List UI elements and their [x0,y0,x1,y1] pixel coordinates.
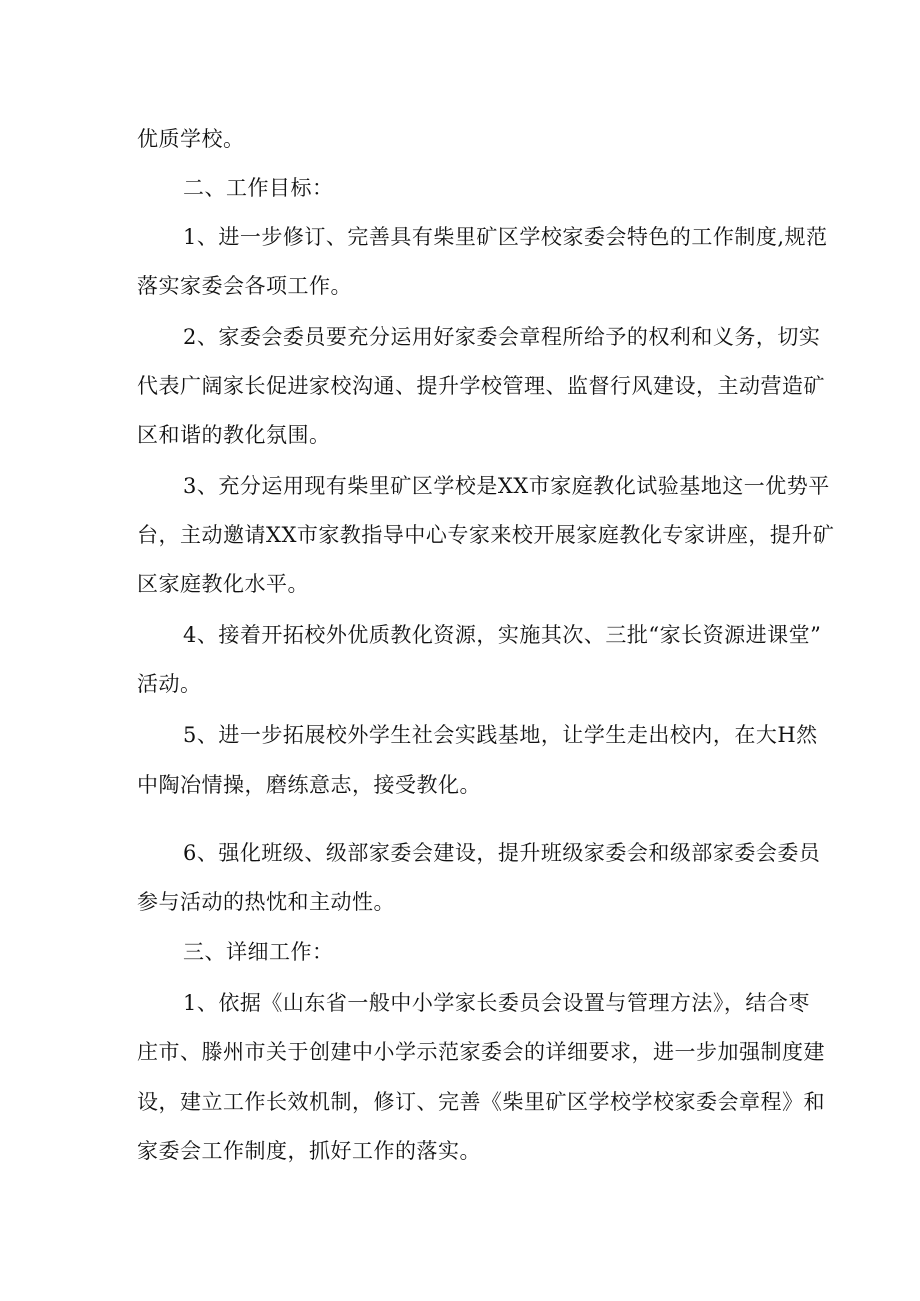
goal-3-line-3: 区家庭教化水平。 [137,572,309,596]
goal-5-line-2: 中陶冶情操，磨练意志，接受教化。 [137,773,481,797]
task-1-line-1: 1、依据《山东省一般中小学家长委员会设置与管理方法》，结合枣 [183,991,810,1015]
goal-4-line-1: 4、接着开拓校外优质教化资源，实施其次、三批“家长资源进课堂” [183,623,822,647]
section-heading-goals: 二、工作目标： [183,176,334,200]
text-line-continuation: 优质学校。 [137,127,245,151]
goal-5-line-1: 5、进一步拓展校外学生社会实践基地，让学生走出校内，在大H然 [183,723,818,747]
goal-2-line-2: 代表广阔家长促进家校沟通、提升学校管理、监督行风建设，主动营造矿 [137,374,825,398]
task-1-line-4: 家委会工作制度，抓好工作的落实。 [137,1139,481,1163]
task-1-line-2: 庄市、滕州市关于创建中小学示范家委会的详细要求，进一步加强制度建 [137,1040,825,1064]
goal-1-line-2: 落实家委会各项工作。 [137,274,352,298]
goal-3-line-2: 台，主动邀请XX市家教指导中心专家来校开展家庭教化专家讲座，提升矿 [137,523,835,547]
goal-6-line-2: 参与活动的热忱和主动性。 [137,890,395,914]
goal-3-line-1: 3、充分运用现有柴里矿区学校是XX市家庭教化试验基地这一优势平 [183,474,830,498]
section-heading-tasks: 三、详细工作： [183,940,334,964]
goal-2-line-1: 2、家委会委员要充分运用好家委会章程所给予的权利和义务，切实 [183,325,821,349]
goal-4-line-2: 活动。 [137,672,202,696]
goal-2-line-3: 区和谐的教化氛围。 [137,423,331,447]
goal-6-line-1: 6、强化班级、级部家委会建设，提升班级家委会和级部家委会委员 [183,841,821,865]
task-1-line-3: 设，建立工作长效机制，修订、完善《柴里矿区学校学校家委会章程》和 [137,1090,825,1114]
goal-1-line-1: 1、进一步修订、完善具有柴里矿区学校家委会特色的工作制度,规范 [183,225,828,249]
